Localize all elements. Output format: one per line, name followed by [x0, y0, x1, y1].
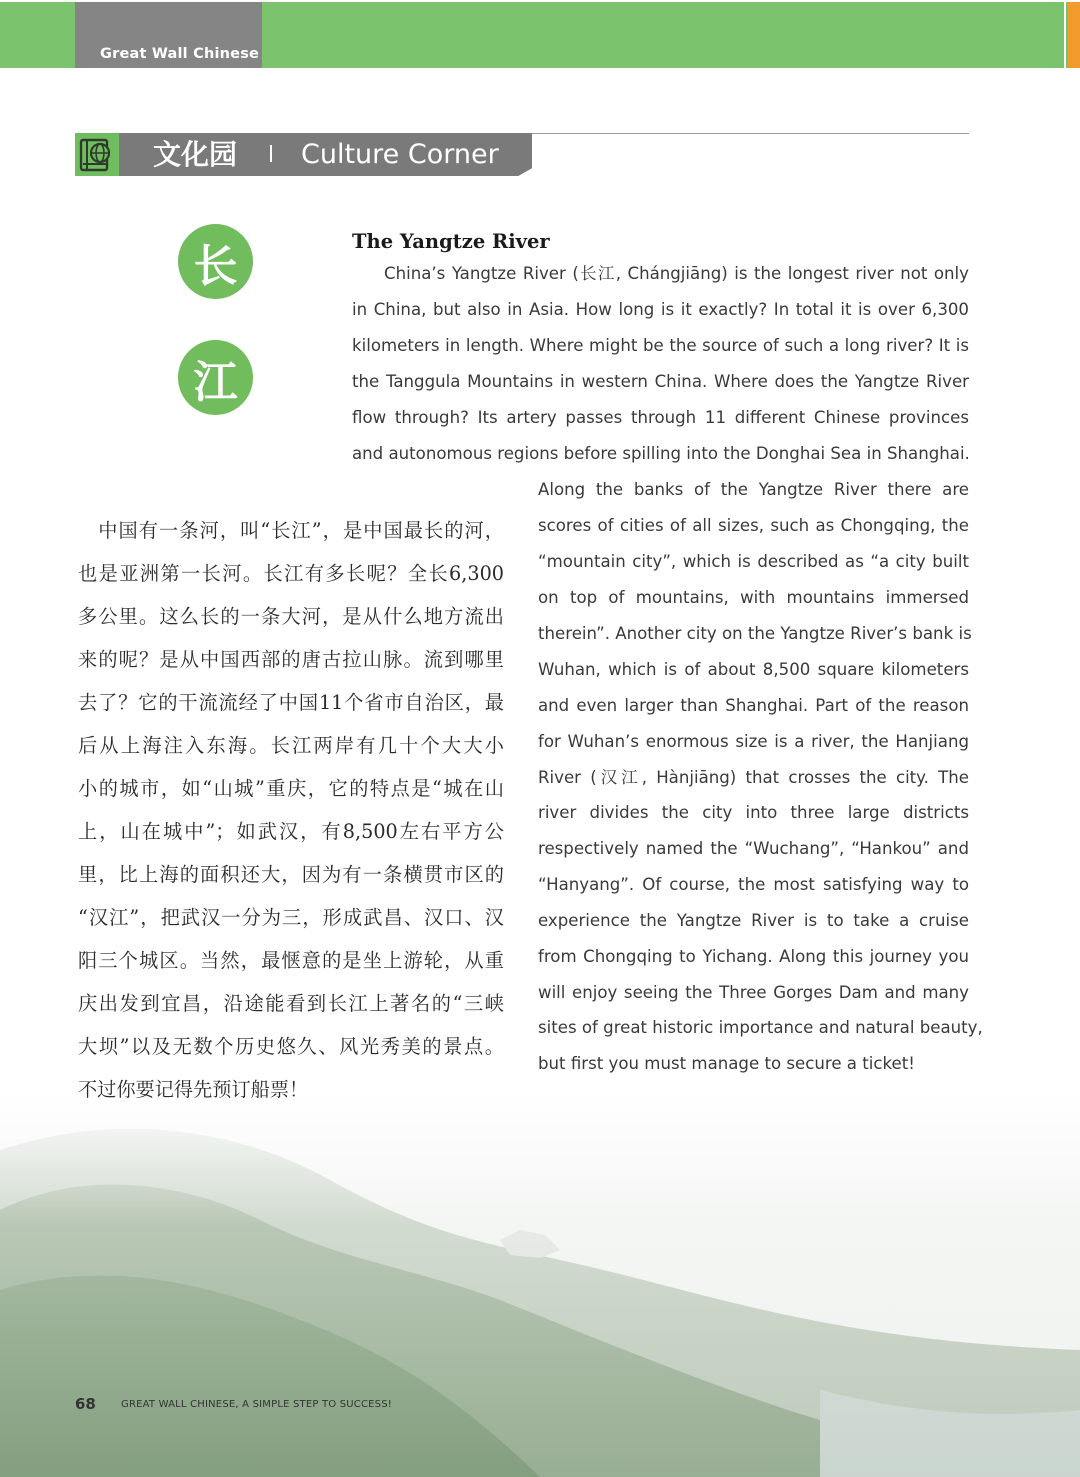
english-paragraph-line: will enjoy seeing the Three Gorges Dam and many [538, 983, 969, 1002]
english-paragraph-line: from Chongqing to Yichang. Along this journey you [538, 947, 969, 966]
english-paragraph-line: China’s Yangtze River (长江, Chángjiāng) is the longest river not only [384, 264, 969, 283]
english-paragraph-line: on top of mountains, with mountains immersed [538, 588, 969, 607]
english-paragraph-line: respectively named the “Wuchang”, “Hankou” and [538, 839, 969, 858]
chinese-paragraph-line: 也是亚洲第一长河。长江有多长呢？全长6,300 [78, 562, 504, 585]
section-icon-box [75, 133, 119, 176]
section-title-english: Culture Corner [301, 139, 499, 170]
chinese-paragraph-line: “汉江”，把武汉一分为三，形成武昌、汉口、汉 [78, 906, 504, 929]
english-paragraph-line: Along the banks of the Yangtze River there are [538, 480, 969, 499]
english-paragraph-line: river divides the city into three large districts [538, 803, 969, 822]
english-paragraph-line: and autonomous regions before spilling into the Donghai Sea in Shanghai. [352, 444, 970, 463]
english-paragraph-line: River (汉江, Hànjiāng) that crosses the city. The [538, 768, 969, 787]
brand-tab [75, 2, 262, 68]
english-paragraph-line: flow through? Its artery passes through 11 different Chinese provinces [352, 408, 969, 427]
english-paragraph-line: scores of cities of all sizes, such as Chongqing, the [538, 516, 969, 535]
chinese-paragraph-line: 不过你要记得先预订船票！ [78, 1078, 309, 1101]
chinese-paragraph-line: 来的呢？是从中国西部的唐古拉山脉。流到哪里 [78, 648, 504, 671]
english-paragraph-line: Wuhan, which is of about 8,500 square kilometers [538, 660, 969, 679]
chinese-paragraph-line: 小的城市，如“山城”重庆，它的特点是“城在山 [78, 777, 504, 800]
circle-character-jiang: 江 [178, 340, 253, 415]
section-rule [530, 133, 969, 134]
corner-accent-divider [1064, 2, 1066, 68]
chinese-paragraph-line: 多公里。这么长的一条大河，是从什么地方流出 [78, 605, 504, 628]
chinese-paragraph-line: 阳三个城区。当然，最惬意的是坐上游轮，从重 [78, 949, 504, 972]
english-paragraph-line: experience the Yangtze River is to take a cruise [538, 911, 969, 930]
chinese-paragraph-line: 里，比上海的面积还大，因为有一条横贯市区的 [78, 863, 504, 886]
footer-slogan: GREAT WALL CHINESE, A SIMPLE STEP TO SUCCESS! [121, 1399, 392, 1410]
chinese-paragraph-line: 大坝”以及无数个历史悠久、风光秀美的景点。 [78, 1035, 504, 1058]
circle-character-chang: 长 [178, 224, 253, 299]
section-title-separator [270, 145, 272, 162]
section-title-chinese: 文化园 [153, 138, 238, 171]
chinese-paragraph-line: 去了？它的干流流经了中国11个省市自治区，最 [78, 691, 504, 714]
corner-accent [1068, 2, 1080, 68]
english-paragraph-line: “Hanyang”. Of course, the most satisfying way to [538, 875, 969, 894]
english-paragraph-line: in China, but also in Asia. How long is it exactly? In total it is over 6,300 [352, 300, 969, 319]
brand-label: Great Wall Chinese [100, 46, 260, 62]
english-paragraph-line: kilometers in length. Where might be the source of such a long river? It is [352, 336, 969, 355]
english-paragraph-line: sites of great historic importance and natural beauty, [538, 1018, 983, 1037]
chinese-paragraph-line: 庆出发到宜昌，沿途能看到长江上著名的“三峡 [78, 992, 504, 1015]
chinese-paragraph-line: 中国有一条河，叫“长江”，是中国最长的河， [78, 519, 504, 542]
english-paragraph-line: for Wuhan’s enormous size is a river, the Hanjiang [538, 732, 969, 751]
background-landscape-photo [0, 1090, 1080, 1477]
book-globe-icon [78, 136, 116, 173]
article-title: The Yangtze River [352, 230, 550, 253]
english-paragraph-line: “mountain city”, which is described as “a city built [538, 552, 969, 571]
english-paragraph-line: the Tanggula Mountains in western China. Where does the Yangtze River [352, 372, 969, 391]
chinese-paragraph-line: 上，山在城中”；如武汉，有8,500左右平方公 [78, 820, 504, 843]
english-paragraph-line: and even larger than Shanghai. Part of the reason [538, 696, 969, 715]
english-paragraph-line: therein”. Another city on the Yangtze River’s bank is [538, 624, 972, 643]
chinese-paragraph-line: 后从上海注入东海。长江两岸有几十个大大小 [78, 734, 504, 757]
page-number: 68 [75, 1395, 96, 1413]
english-paragraph-line: but first you must manage to secure a ticket! [538, 1054, 915, 1073]
